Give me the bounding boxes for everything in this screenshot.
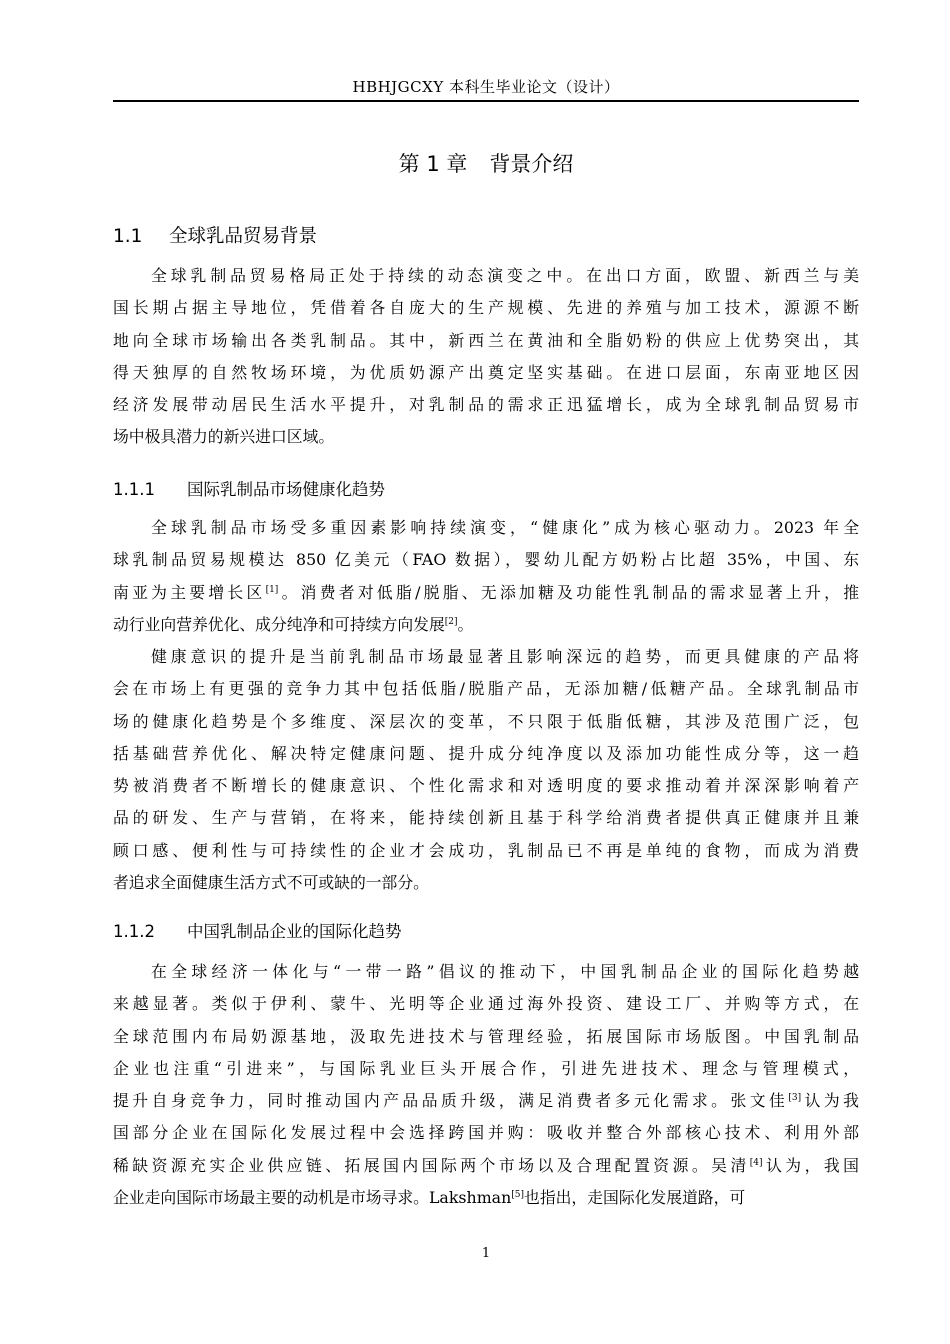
text-line: 全球范围内布局奶源基地，汲取先进技术与管理经验，拓展国际市场版图。中国乳制品 [113,1026,859,1046]
paragraph-1 [113,260,859,454]
text-line: 势被消费者不断增长的健康意识、个性化需求和对透明度的要求推动着并深深影响着产 [113,776,859,796]
text-line: 地向全球市场输出各类乳制品。其中，新西兰在黄油和全脂奶粉的供应上优势突出，其 [113,330,859,350]
text-line: 场的健康化趋势是个多维度、深层次的变革，不只限于低脂低糖，其涉及范围广泛，包 [113,711,859,731]
text-line: 国长期占据主导地位，凭借着各自庞大的生产规模、先进的养殖与加工技术，源源不断 [113,298,859,318]
text-line: 会在市场上有更强的竞争力其中包括低脂/脱脂产品，无添加糖/低糖产品。全球乳制品市 [113,679,859,699]
text-line: 来越显著。类似于伊利、蒙牛、光明等企业通过海外投资、建设工厂、并购等方式，在 [113,994,859,1014]
text-line: 球乳制品贸易规模达 850 亿美元（FAO 数据），婴幼儿配方奶粉占比超 35%，中国、东 [113,550,859,570]
line-text: 认为，我国 [762,1155,859,1175]
section-title: 全球乳品贸易背景 [169,226,318,247]
text-line [113,609,859,641]
citation-marker: [1] [265,584,279,595]
text-line: 经济发展带动居民生活水平提升，对乳制品的需求正迅猛增长，成为全球乳制品贸易市 [113,395,859,415]
section-number: 1.1.1 [113,480,155,499]
text-line: 全球乳制品市场受多重因素影响持续演变，“健康化”成为核心驱动力。2023 年全 [151,518,859,537]
line-text: 提升自身竞争力，同时推动国内产品品质升级，满足消费者多元化需求。张文佳 [113,1091,789,1111]
line-text: 。消费者对低脂/脱脂、无添加糖及功能性乳制品的需求显著上升，推 [278,582,859,602]
header-rule [113,100,859,102]
section-title: 国际乳制品市场健康化趋势 [187,480,385,499]
text-line: 企业也注重“引进来”，与国际乳业巨头开展合作，引进先进技术、理念与管理模式， [113,1058,859,1078]
line-text: 动行业向营养优化、成分纯净和可持续方向发展 [113,614,445,634]
text-line: 括基础营养优化、解决特定健康问题、提升成分纯净度以及添加功能性成分等，这一趋 [113,743,859,763]
text-line: 全球乳制品贸易格局正处于持续的动态演变之中。在出口方面，欧盟、新西兰与美 [151,266,859,285]
text-line [113,1085,859,1117]
line-text: 南亚为主要增长区 [113,582,266,602]
section-number: 1.1 [113,226,143,247]
section-title: 中国乳制品企业的国际化趋势 [187,922,402,941]
chapter-name: 背景介绍 [489,152,574,176]
section-number: 1.1.2 [113,922,155,941]
citation-marker: [5] [511,1190,525,1201]
paragraph-3 [113,641,859,899]
text-line: 得天独厚的自然牧场环境，为优质奶源产出奠定坚实基础。在进口层面，东南亚地区因 [113,362,859,382]
citation-marker: [2] [444,616,458,627]
line-text: 稀缺资源充实企业供应链、拓展国内国际两个市场以及合理配置资源。吴清 [113,1155,750,1175]
text-line: 在全球经济一体化与“一带一路”倡议的推动下，中国乳制品企业的国际化趋势越 [151,962,859,981]
text-line: 品的研发、生产与营销，在将来，能持续创新且基于科学给消费者提供真正健康并且兼 [113,808,859,828]
section-heading-1-1-1 [113,476,385,500]
text-line: 者追求全面健康生活方式不可或缺的一部分。 [113,873,429,893]
page-number: 1 [481,1246,491,1261]
paragraph-2 [113,512,859,641]
text-line [113,1182,859,1214]
line-text: 认为我 [801,1091,859,1111]
paragraph-4 [113,956,859,1214]
text-line: 场中极具潜力的新兴进口区域。 [113,427,335,447]
citation-marker: [4] [749,1157,763,1168]
text-line: 顾口感、便利性与可持续性的企业才会成功，乳制品已不再是单纯的食物，而成为消费 [113,840,859,860]
citation-marker: [3] [788,1093,802,1104]
section-heading-1-1 [113,222,317,248]
running-header: HBHJGCXY 本科生毕业论文（设计） [352,78,620,96]
line-text: 也指出，走国际化发展道路，可 [524,1188,746,1208]
text-line [113,577,859,609]
line-text: 企业走向国际市场最主要的动机是市场寻求。Lakshman [113,1188,512,1208]
section-heading-1-1-2 [113,918,402,942]
line-text: 。 [457,614,474,634]
text-line: 健康意识的提升是当前乳制品市场最显著且影响深远的趋势，而更具健康的产品将 [151,647,859,666]
chapter-number: 第 1 章 [398,152,468,176]
text-line: 国部分企业在国际化发展过程中会选择跨国并购：吸收并整合外部核心技术、利用外部 [113,1123,859,1143]
chapter-title [113,148,859,178]
text-line [113,1150,859,1182]
